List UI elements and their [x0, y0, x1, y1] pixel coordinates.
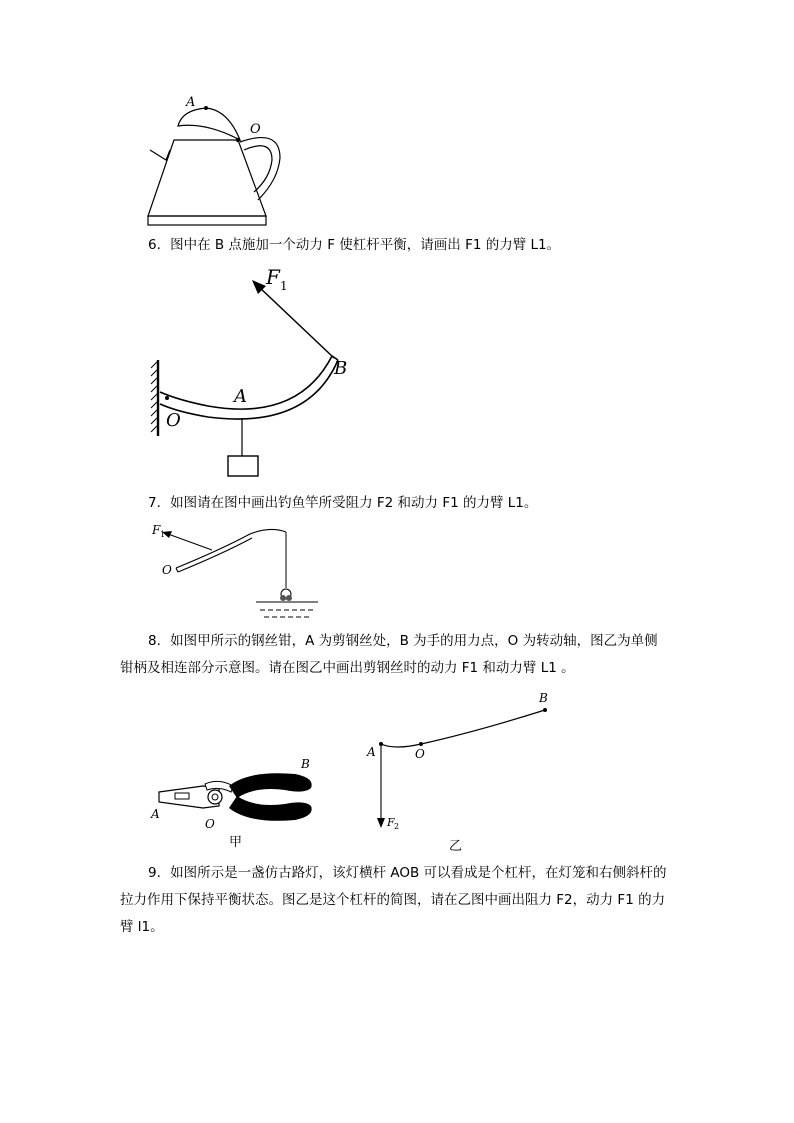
fig8-right-label-B: B — [539, 691, 548, 705]
fig8-right-label-A: A — [367, 745, 376, 759]
question-9 — [120, 860, 680, 941]
fig6-label-F-sub: 1 — [280, 279, 288, 293]
fig6-label-O: O — [166, 410, 181, 431]
question-9-line2: 拉力作用下保持平衡状态。图乙是这个杠杆的简图，请在乙图中画出阻力 F2，动力 F1 的力 — [120, 892, 666, 908]
question-9-line1: 9．如图所示是一盏仿古路灯，该灯横杆 AOB 可以看成是个杠杆，在灯笼和右侧斜杆的 — [148, 865, 667, 881]
fig8-left-label-B: B — [301, 757, 310, 771]
fig8-left-label-A: A — [151, 807, 160, 821]
fig8-right-label-F: F — [387, 816, 395, 829]
fig6-label-A: A — [234, 386, 247, 407]
lever-figure-6 — [148, 262, 368, 482]
kettle-figure — [140, 88, 300, 233]
fig8-right-label-F-sub: 2 — [394, 822, 400, 831]
question-6 — [120, 232, 680, 259]
question-6-text: 6．图中在 B 点施加一个动力 F 使杠杆平衡，请画出 F1 的力臂 L1。 — [148, 237, 561, 253]
pliers-figure — [145, 688, 565, 858]
pliers-drawing — [150, 757, 312, 850]
question-8 — [120, 628, 680, 682]
fig8-right-label-O: O — [415, 747, 425, 761]
fig7-label-F: F — [152, 523, 161, 537]
question-8-line2: 钳柄及相连部分示意图。请在图乙中画出剪钢丝时的动力 F1 和动力臂 L1 。 — [120, 660, 575, 676]
kettle-label-O: O — [250, 122, 261, 137]
fig8-left-label-O: O — [205, 817, 215, 831]
question-8-line1: 8．如图甲所示的钢丝钳，A 为剪钢丝处，B 为手的用力点，O 为转动轴，图乙为单侧 — [148, 633, 658, 649]
question-7 — [120, 490, 680, 517]
fig8-caption-right: 乙 — [449, 839, 463, 854]
fig8-caption-left: 甲 — [229, 835, 243, 850]
question-7-text: 7．如图请在图中画出钓鱼竿所受阻力 F2 和动力 F1 的力臂 L1。 — [148, 495, 538, 511]
lever-sketch — [366, 691, 548, 854]
kettle-label-A: A — [186, 95, 196, 110]
fig6-label-B: B — [334, 358, 348, 379]
fishing-rod-figure — [150, 520, 340, 625]
fig6-label-F: F — [266, 265, 280, 289]
fig7-label-O: O — [162, 563, 172, 577]
question-9-line3: 臂 l1。 — [120, 919, 164, 935]
fig7-label-F-sub: 1 — [160, 530, 166, 539]
